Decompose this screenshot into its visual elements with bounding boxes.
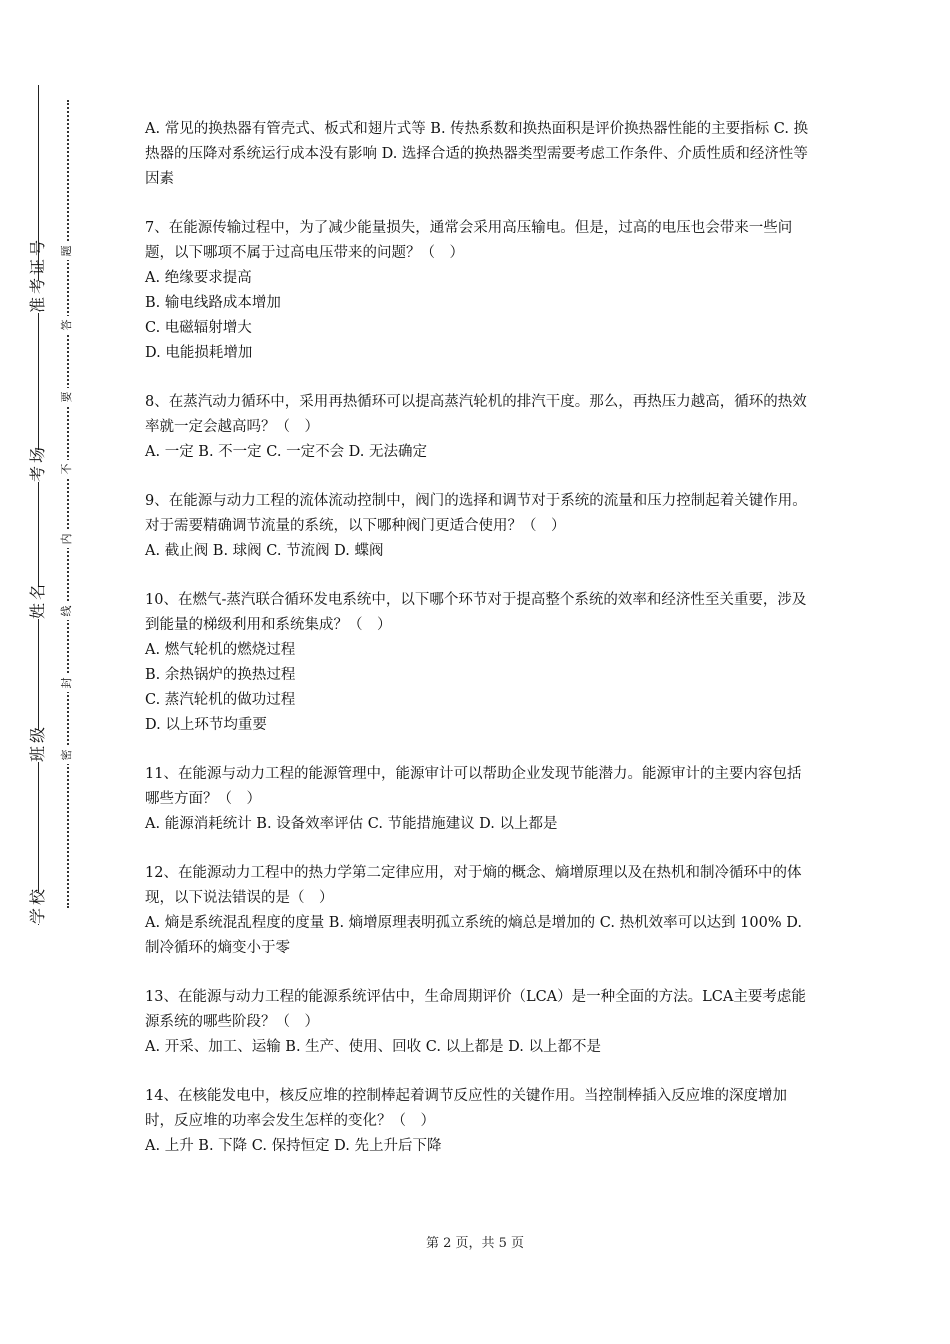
- option-c: C. 电磁辐射增大: [145, 320, 252, 336]
- seal-char: 封: [60, 674, 74, 692]
- question-9: [145, 489, 810, 564]
- option-c: C. 蒸汽轮机的做功过程: [145, 692, 296, 708]
- option-a: A. 绝缘要求提高: [145, 270, 252, 286]
- binding-dotted-line: [67, 100, 69, 908]
- question-text: 12、在能源动力工程中的热力学第二定律应用，对于熵的概念、熵增原理以及在热机和制冷循环中的体现，以下说法错误的是（ ）: [145, 865, 802, 906]
- options-line: A. 能源消耗统计 B. 设备效率评估 C. 节能措施建议 D. 以上都是: [145, 816, 558, 832]
- question-list: [145, 117, 810, 1183]
- seal-char: 题: [60, 242, 74, 260]
- carryover-text: A. 常见的换热器有管壳式、板式和翅片式等 B. 传热系数和换热面积是评价换热器性能的主要指标 C. 换热器的压降对系统运行成本没有影响 D. 选择合适的换热器类型需要考虑工作条件、介质性质和经济性等因素: [145, 121, 809, 187]
- option-b: B. 余热锅炉的换热过程: [145, 667, 296, 683]
- question-11: [145, 762, 810, 837]
- field-name: 姓名: [28, 580, 47, 619]
- question-10: [145, 588, 810, 738]
- page-footer: 第 2 页，共 5 页: [425, 1236, 525, 1251]
- binding-solid-line: [38, 85, 39, 925]
- seal-char: 内: [60, 530, 74, 548]
- option-b: B. 输电线路成本增加: [145, 295, 281, 311]
- options-line: A. 一定 B. 不一定 C. 一定不会 D. 无法确定: [145, 444, 428, 460]
- options-line: A. 上升 B. 下降 C. 保持恒定 D. 先上升后下降: [145, 1138, 442, 1154]
- option-d: D. 电能损耗增加: [145, 345, 253, 361]
- options-line: A. 熵是系统混乱程度的度量 B. 熵增原理表明孤立系统的熵总是增加的 C. 热机效率可以达到 100% D. 制冷循环的熵变小于零: [145, 915, 802, 956]
- question-13: [145, 985, 810, 1060]
- field-exam-room: 考场: [28, 443, 47, 482]
- question-7: [145, 216, 810, 366]
- seal-char: 线: [60, 602, 74, 620]
- question-text: 8、在蒸汽动力循环中，采用再热循环可以提高蒸汽轮机的排汽干度。那么，再热压力越高，循环的热效率就一定会越高吗？（ ）: [145, 394, 807, 435]
- question-text: 10、在燃气-蒸汽联合循环发电系统中，以下哪个环节对于提高整个系统的效率和经济性至关重要，涉及到能量的梯级利用和系统集成？（ ）: [145, 592, 807, 633]
- field-class: 班级: [28, 723, 47, 762]
- question-14: [145, 1084, 810, 1159]
- seal-char: 密: [60, 746, 74, 764]
- question-12: [145, 861, 810, 961]
- question-text: 9、在能源与动力工程的流体流动控制中，阀门的选择和调节对于系统的流量和压力控制起着关键作用。对于需要精确调节流量的系统，以下哪种阀门更适合使用？（ ）: [145, 493, 807, 534]
- option-d: D. 以上环节均重要: [145, 717, 267, 733]
- seal-char: 要: [60, 388, 74, 406]
- field-exam-number: 准考证号: [28, 236, 47, 313]
- seal-char: 答: [60, 316, 74, 334]
- question-text: 13、在能源与动力工程的能源系统评估中，生命周期评价（LCA）是一种全面的方法。LCA主要考虑能源系统的哪些阶段？（ ）: [145, 989, 806, 1030]
- carryover-options: [145, 117, 810, 192]
- seal-char: 不: [60, 460, 74, 478]
- binding-margin: [0, 0, 95, 1344]
- question-text: 14、在核能发电中，核反应堆的控制棒起着调节反应性的关键作用。当控制棒插入反应堆的深度增加时，反应堆的功率会发生怎样的变化？（ ）: [145, 1088, 787, 1129]
- question-8: [145, 390, 810, 465]
- question-text: 7、在能源传输过程中，为了减少能量损失，通常会采用高压输电。但是，过高的电压也会带来一些问题，以下哪项不属于过高电压带来的问题？（ ）: [145, 220, 793, 261]
- question-text: 11、在能源与动力工程的能源管理中，能源审计可以帮助企业发现节能潜力。能源审计的主要内容包括哪些方面？（ ）: [145, 766, 802, 807]
- field-school: 学校: [28, 885, 47, 924]
- options-line: A. 截止阀 B. 球阀 C. 节流阀 D. 蝶阀: [145, 543, 384, 559]
- options-line: A. 开采、加工、运输 B. 生产、使用、回收 C. 以上都是 D. 以上都不是: [145, 1039, 602, 1055]
- option-a: A. 燃气轮机的燃烧过程: [145, 642, 296, 658]
